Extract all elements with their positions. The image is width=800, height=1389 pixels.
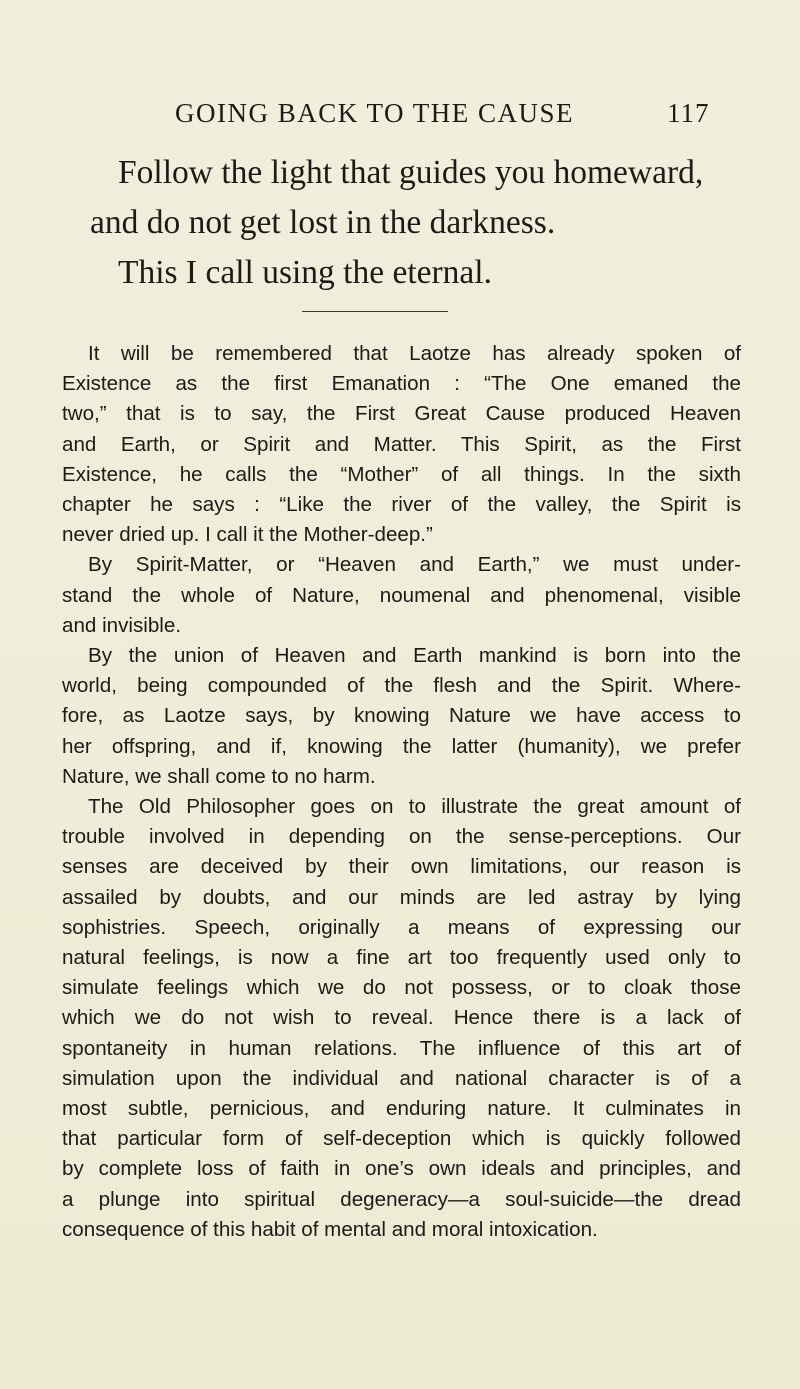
running-head	[0, 98, 800, 134]
page-number: 117	[667, 98, 710, 128]
paragraph	[62, 339, 741, 550]
text-line: fore, as Laotze says, by knowing Nature we have access to	[62, 704, 741, 728]
text-line: It will be remembered that Laotze has already spoken of	[88, 342, 741, 365]
text-line: chapter he says : “Like the river of the valley, the Spirit is	[62, 493, 741, 517]
verse-line: and do not get lost in the darkness.	[90, 204, 556, 241]
text-line: Nature, we shall come to no harm.	[62, 764, 376, 788]
text-line: which we do not wish to reveal. Hence there is a lack of	[62, 1006, 741, 1030]
text-line: trouble involved in depending on the sense-perceptions. Our	[62, 825, 741, 849]
text-line: By Spirit-Matter, or “Heaven and Earth,” we must under-	[88, 553, 741, 577]
text-line: Existence as the first Emanation : “The One emaned the	[62, 372, 741, 396]
text-line: The Old Philosopher goes on to illustrate the great amount of	[88, 795, 741, 819]
text-line: and invisible.	[62, 613, 182, 637]
text-line: that particular form of self-deception which is quickly followed	[62, 1127, 741, 1151]
text-line: stand the whole of Nature, noumenal and phenomenal, visible	[62, 583, 741, 607]
text-line: consequence of this habit of mental and moral intoxication.	[62, 1217, 598, 1241]
text-line: a plunge into spiritual degeneracy—a soul-suicide—the dread	[62, 1187, 741, 1211]
running-title: GOING BACK TO THE CAUSE	[175, 98, 575, 128]
verse-line: Follow the light that guides you homeward,	[118, 154, 704, 191]
text-line: spontaneity in human relations. The influence of this art of	[62, 1036, 741, 1060]
text-line: most subtle, pernicious, and enduring nature. It culminates in	[62, 1097, 741, 1121]
paragraph	[62, 641, 741, 792]
text-line: world, being compounded of the flesh and the Spirit. Where-	[62, 674, 741, 698]
text-line: simulation upon the individual and national character is of a	[62, 1066, 741, 1090]
verse-line: This I call using the eternal.	[118, 254, 492, 291]
paragraph	[62, 792, 741, 1245]
text-line: two,” that is to say, the First Great Cause produced Heaven	[62, 402, 741, 426]
text-line: by complete loss of faith in one’s own ideals and principles, and	[62, 1157, 741, 1181]
text-line: Existence, he calls the “Mother” of all things. In the sixth	[62, 462, 741, 486]
paragraph	[62, 550, 741, 641]
verse-block	[90, 148, 730, 298]
text-line: natural feelings, is now a fine art too frequently used only to	[62, 946, 741, 970]
text-line: assailed by doubts, and our minds are led astray by lying	[62, 885, 741, 909]
text-line: and Earth, or Spirit and Matter. This Spirit, as the First	[62, 432, 741, 456]
commentary-text	[62, 339, 741, 1245]
section-divider	[302, 311, 448, 312]
text-line: By the union of Heaven and Earth mankind is born into the	[88, 644, 741, 668]
text-line: sophistries. Speech, originally a means of expressing our	[62, 915, 741, 939]
text-line: senses are deceived by their own limitations, our reason is	[62, 855, 741, 879]
text-line: never dried up. I call it the Mother-deep.”	[62, 523, 433, 547]
text-line: simulate feelings which we do not possess, or to cloak those	[62, 976, 741, 1000]
text-line: her offspring, and if, knowing the latter (humanity), we prefer	[62, 734, 741, 758]
